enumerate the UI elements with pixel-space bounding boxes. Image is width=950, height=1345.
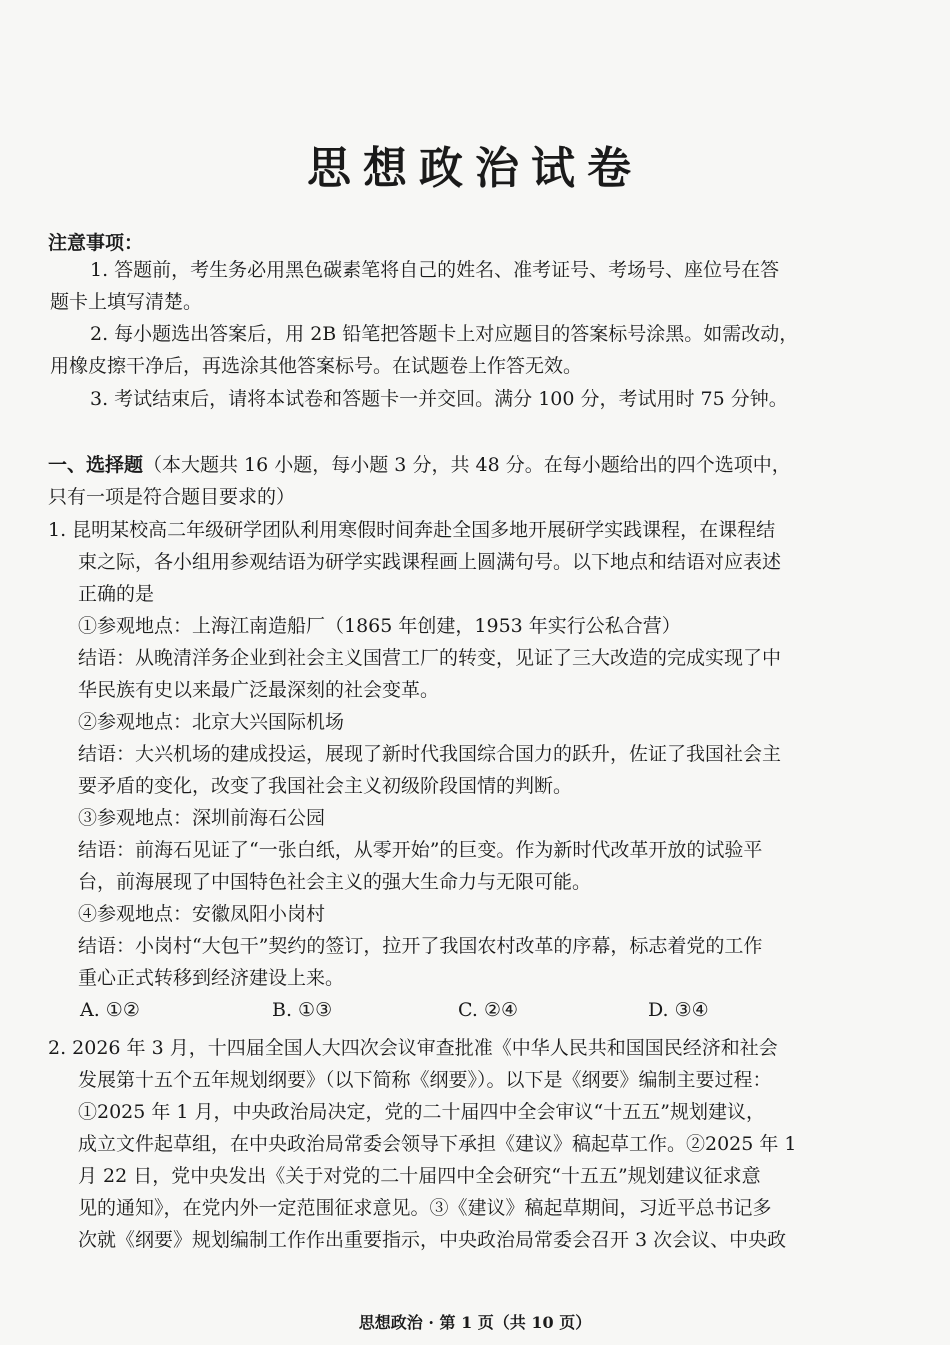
q1-choice-d: D. ③④	[648, 999, 709, 1021]
q1-choice-b: B. ①③	[272, 999, 333, 1021]
q1-line: 结语：大兴机场的建成投运，展现了新时代我国综合国力的跃升，佐证了我国社会主	[78, 743, 782, 765]
q1-line: ③参观地点：深圳前海石公园	[78, 807, 326, 829]
q1-choice-c: C. ②④	[458, 999, 519, 1021]
notice-line: 1. 答题前，考生务必用黑色碳素笔将自己的姓名、准考证号、考场号、座位号在答	[90, 259, 780, 281]
notice-line: 3. 考试结束后，请将本试卷和答题卡一并交回。满分 100 分，考试用时 75 分钟。	[90, 388, 788, 410]
q1-line: ②参观地点：北京大兴国际机场	[78, 711, 345, 733]
notice-line: 2. 每小题选出答案后，用 2B 铅笔把答题卡上对应题目的答案标号涂黑。如需改动，	[90, 323, 799, 345]
q2-line: 成立文件起草组，在中央政治局常委会领导下承担《建议》稿起草工作。②2025 年 1	[78, 1133, 797, 1155]
section-description: （本大题共 16 小题，每小题 3 分，共 48 分。在每小题给出的四个选项中，	[143, 454, 791, 476]
q1-line: ④参观地点：安徽凤阳小岗村	[78, 903, 326, 925]
q2-line: 发展第十五个五年规划纲要》（以下简称《纲要》）。以下是《纲要》编制主要过程：	[78, 1069, 772, 1091]
notice-line: 题卡上填写清楚。	[50, 291, 203, 313]
q2-line: 次就《纲要》规划编制工作作出重要指示，中央政治局常委会召开 3 次会议、中央政	[78, 1229, 787, 1251]
q1-line: 结语：前海石见证了“一张白纸，从零开始”的巨变。作为新时代改革开放的试验平	[78, 839, 763, 861]
page-title: 思想政治试卷	[307, 143, 643, 194]
page-footer: 思想政治 · 第 1 页（共 10 页）	[358, 1313, 592, 1332]
q1-line: 要矛盾的变化，改变了我国社会主义初级阶段国情的判断。	[78, 775, 573, 797]
section-heading-line	[48, 452, 791, 478]
notice-heading: 注意事项：	[48, 232, 144, 254]
notice-line: 用橡皮擦干净后，再选涂其他答案标号。在试题卷上作答无效。	[50, 355, 583, 377]
q1-line: 束之际，各小组用参观结语为研学实践课程画上圆满句号。以下地点和结语对应表述	[78, 551, 782, 573]
q1-line: 结语：从晚清洋务企业到社会主义国营工厂的转变，见证了三大改造的完成实现了中	[78, 647, 782, 669]
q1-line: ①参观地点：上海江南造船厂（1865 年创建，1953 年实行公私合营）	[78, 615, 681, 637]
q2-line: 见的通知》，在党内外一定范围征求意见。③《建议》稿起草期间，习近平总书记多	[78, 1197, 772, 1219]
q1-choice-a: A. ①②	[80, 999, 140, 1021]
q1-line: 正确的是	[78, 583, 155, 605]
q1-line: 台，前海展现了中国特色社会主义的强大生命力与无限可能。	[78, 871, 592, 893]
q2-line: ①2025 年 1 月，中央政治局决定，党的二十届四中全会审议“十五五”规划建议，	[78, 1101, 765, 1123]
q1-line: 结语：小岗村“大包干”契约的签订，拉开了我国农村改革的序幕，标志着党的工作	[78, 935, 763, 957]
section-description-cont: 只有一项是符合题目要求的）	[48, 486, 296, 508]
q2-line: 月 22 日，党中央发出《关于对党的二十届四中全会研究“十五五”规划建议征求意	[78, 1165, 761, 1187]
section-heading: 一、选择题	[48, 454, 144, 476]
q1-stem: 1. 昆明某校高二年级研学团队利用寒假时间奔赴全国多地开展研学实践课程，在课程结	[48, 519, 776, 541]
q2-stem: 2. 2026 年 3 月，十四届全国人大四次会议审查批准《中华人民共和国国民经济和社会	[48, 1037, 778, 1059]
q1-line: 重心正式转移到经济建设上来。	[78, 967, 345, 989]
q1-line: 华民族有史以来最广泛最深刻的社会变革。	[78, 679, 440, 701]
